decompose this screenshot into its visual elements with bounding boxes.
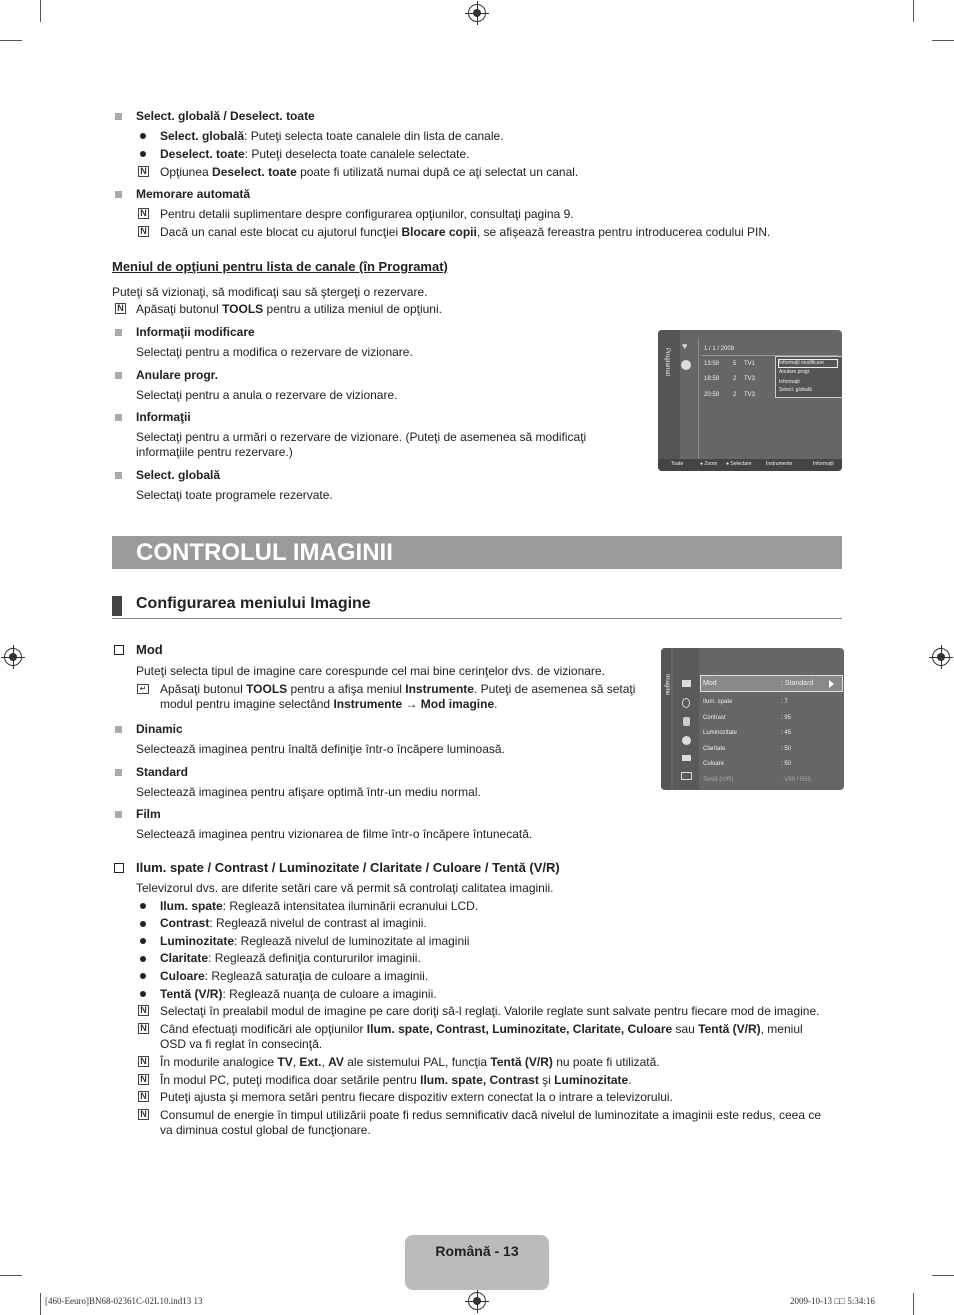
setup-gear-icon: [682, 736, 691, 745]
paragraph: Puteţi selecta tipul de imagine care corespunde cel mai bine cerinţelor dvs. de vizionare.: [136, 664, 605, 678]
tv-setting-label: Claritate: [703, 746, 726, 752]
tv-menu-item: Anulare progr.: [779, 369, 811, 375]
section-heading: Meniul de opţiuni pentru lista de canale (în Programat): [112, 259, 448, 274]
input-icon: [682, 755, 691, 761]
note-text: Opţiunea Deselect. toate poate fi utilizată numai după ce aţi selectat un canal.: [160, 165, 579, 179]
round-bullet: [140, 973, 146, 979]
item-heading: Memorare automată: [136, 187, 251, 201]
note-text: Selectaţi în prealabil modul de imagine pe care doriţi să-l reglaţi. Valorile reglate sunt salvate pentru fiecare mod de imagine.: [160, 1004, 820, 1018]
bullet-text: Ilum. spate: Reglează intensitatea iluminării ecranului LCD.: [160, 899, 479, 913]
square-bullet: [115, 372, 122, 379]
note-icon: [138, 1091, 149, 1102]
note-icon: [138, 1005, 149, 1016]
bullet-text: Deselect. toate: Puteţi deselecta toate canalele selectate.: [160, 147, 470, 161]
square-bullet: [115, 472, 122, 479]
note-text: Consumul de energie în timpul utilizării poate fi redus semnificativ dacă nivelul de luminozitate a imaginii este redus, ceea ce: [160, 1108, 822, 1122]
tv-side-label: Programat: [664, 348, 670, 377]
square-bullet: [115, 811, 122, 818]
crop-mark: [913, 0, 914, 22]
square-bullet: [115, 113, 122, 120]
round-bullet: [140, 133, 146, 139]
item-description: Selectează imaginea pentru înaltă definiţie într-o încăpere luminoasă.: [136, 742, 505, 756]
item-description: Selectaţi pentru a modifica o rezervare de vizionare.: [136, 345, 413, 359]
note-icon: [138, 1056, 149, 1067]
heart-icon: ♥: [682, 341, 688, 351]
tv-setting-value: : 50: [781, 761, 792, 767]
tv-sidebar: [661, 648, 671, 790]
tv-setting-label: Ilum. spate: [703, 699, 733, 705]
tv-setting-label: Tentă (V/R): [703, 777, 734, 783]
print-slug-left: [460-Eeuro]BN68-02361C-02L10.ind13 13: [45, 1296, 203, 1306]
crop-mark: [40, 0, 41, 22]
round-bullet: [140, 921, 146, 927]
tv-row-ch: 2: [733, 392, 737, 398]
crop-mark: [913, 1293, 914, 1315]
note-text: Când efectuaţi modificări ale opţiunilor Ilum. spate, Contrast, Luminozitate, Claritate, Culoare sau Tentă (V/R), meniul: [160, 1022, 803, 1036]
crop-mark: [0, 40, 22, 41]
round-bullet: [140, 151, 146, 157]
note-text: Dacă un canal este blocat cu ajutorul funcţiei Blocare copii, se afişează fereastra pentru introducerea codului PIN.: [160, 225, 771, 239]
tv-setting-value: : Standard: [781, 680, 814, 687]
round-bullet: [140, 991, 146, 997]
bullet-text: Tentă (V/R): Reglează nuanţa de culoare a imaginii.: [160, 987, 437, 1001]
registration-mark-icon: [468, 1292, 486, 1310]
support-icon: [681, 772, 692, 780]
note-text: va diminua costul global de funcţionare.: [160, 1123, 371, 1137]
sub-heading: Mod: [136, 642, 163, 657]
tv-bar-item: Toate: [671, 461, 684, 467]
tv-picture-menu-screenshot: [661, 648, 844, 790]
item-heading: Dinamic: [136, 722, 183, 736]
note-icon: [138, 1023, 149, 1034]
paragraph: Puteţi să vizionaţi, să modificaţi sau să ştergeţi o rezervare.: [112, 285, 428, 299]
chapter-title-bar: [112, 536, 842, 569]
square-bullet: [115, 191, 122, 198]
tv-setting-label: Contrast: [703, 715, 726, 721]
tv-setting-value: : 7: [781, 699, 788, 705]
section-marker: [112, 596, 122, 616]
note-icon: [138, 1074, 149, 1085]
item-heading: Anulare progr.: [136, 368, 219, 382]
tv-options-menu: [775, 356, 842, 398]
tv-row-time: 18:59: [704, 376, 720, 382]
item-heading: Standard: [136, 765, 189, 779]
note-text: modul pentru imagine selectând Instrumente → Mod imagine.: [160, 697, 498, 711]
tv-setting-label: Mod: [703, 680, 717, 687]
picture-icon: [682, 680, 691, 687]
registration-mark-icon: [4, 648, 22, 666]
note-icon: [138, 226, 149, 237]
tv-row-ch: 5: [733, 361, 737, 367]
tv-menu-item: Informaţii: [779, 379, 800, 385]
bullet-text: Luminozitate: Reglează nivelul de luminozitate al imaginii: [160, 934, 470, 948]
sound-icon: [682, 698, 690, 708]
section-header: [112, 594, 842, 619]
tv-bar-item: ● Selectare: [726, 461, 752, 467]
item-description: informaţiile pentru rezervare.): [136, 445, 293, 459]
arrow-right-icon: [829, 680, 834, 688]
item-heading: Informaţii modificare: [136, 325, 255, 339]
bullet-text: Contrast: Reglează nivelul de contrast al imaginii.: [160, 916, 427, 930]
tv-bar-item: ● Zoom: [700, 461, 718, 467]
tv-side-label: Imagine: [664, 674, 670, 696]
note-icon: [138, 166, 149, 177]
note-text: Apăsaţi butonul TOOLS pentru a utiliza meniul de opţiuni.: [136, 302, 442, 316]
item-description: Selectează imaginea pentru afişare optimă într-un mediu normal.: [136, 785, 481, 799]
tv-divider: [698, 338, 699, 460]
crop-mark: [932, 1275, 954, 1276]
note-icon: [138, 208, 149, 219]
tv-date: 1 / 1 / 2009: [704, 346, 735, 352]
square-bullet: [115, 769, 122, 776]
page-number: Română - 13: [435, 1243, 519, 1259]
tv-row-name: TV3: [744, 392, 756, 398]
tv-setting-value: : 95: [781, 715, 792, 721]
bullet-text: Culoare: Reglează saturaţia de culoare a imaginii.: [160, 969, 429, 983]
round-bullet: [140, 938, 146, 944]
print-slug-right: 2009-10-13 □□ 5:34:16: [790, 1296, 875, 1306]
note-text: În modul PC, puteţi modifica doar setările pentru Ilum. spate, Contrast şi Luminozitate.: [160, 1073, 632, 1087]
checkbox-bullet-icon: [114, 645, 124, 655]
tv-schedule-screenshot: [658, 330, 842, 471]
square-bullet: [115, 329, 122, 336]
note-icon: [138, 1109, 149, 1120]
bullet-text: Select. globală: Puteţi selecta toate canalele din lista de canale.: [160, 129, 504, 143]
note-text: Pentru detalii suplimentare despre configurarea opţiunilor, consultaţi pagina 9.: [160, 207, 574, 221]
tv-row-time: 20:59: [704, 392, 720, 398]
chapter-title: CONTROLUL IMAGINII: [136, 539, 393, 566]
square-bullet: [115, 726, 122, 733]
tv-bar-item: Informaţii: [813, 461, 834, 467]
checkbox-bullet-icon: [114, 863, 124, 873]
clock-icon: [681, 360, 691, 370]
item-description: Selectaţi pentru a urmări o rezervare de vizionare. (Puteţi de asemenea să modificaţi: [136, 430, 587, 444]
note-icon: [115, 303, 126, 314]
tv-row-name: TV3: [744, 376, 756, 382]
note-text: Puteţi ajusta şi memora setări pentru fiecare dispozitiv extern conectat la o intrare a televizorului.: [160, 1090, 673, 1104]
item-heading: Select. globală / Deselect. toate: [136, 109, 315, 123]
tv-bar-item: Instrumente: [766, 461, 793, 467]
tv-menu-item: Select. globală: [779, 387, 812, 393]
note-text: OSD va fi reglat în consecinţă.: [160, 1037, 323, 1051]
tv-row-ch: 2: [733, 376, 737, 382]
item-description: Selectaţi toate programele rezervate.: [136, 488, 333, 502]
channel-icon: [683, 717, 690, 726]
item-heading: Film: [136, 807, 161, 821]
tv-row-time: 13:59: [704, 361, 720, 367]
item-heading: Informaţii: [136, 410, 191, 424]
tv-setting-value: : 50: [781, 746, 792, 752]
note-text: Apăsaţi butonul TOOLS pentru a afişa meniul Instrumente. Puteţi de asemenea să setaţi: [160, 682, 636, 696]
crop-mark: [40, 1293, 41, 1315]
item-description: Selectaţi pentru a anula o rezervare de vizionare.: [136, 388, 398, 402]
round-bullet: [140, 956, 146, 962]
item-description: Selectează imaginea pentru vizionarea de filme într-o încăpere întunecată.: [136, 827, 533, 841]
tv-setting-value: : V50 / R50: [781, 777, 812, 783]
tv-menu-item: Informaţii modificare: [779, 360, 825, 366]
tools-icon: ↵: [137, 684, 149, 694]
tv-menu-highlight: [700, 675, 843, 692]
tv-setting-label: Luminozitate: [703, 730, 738, 736]
round-bullet: [140, 903, 146, 909]
tv-setting-label: Culoare: [703, 761, 725, 767]
registration-mark-icon: [932, 648, 950, 666]
note-text: În modurile analogice TV, Ext., AV ale sistemului PAL, funcţia Tentă (V/R) nu poate fi utilizată.: [160, 1055, 660, 1069]
sub-heading: Ilum. spate / Contrast / Luminozitate / Claritate / Culoare / Tentă (V/R): [136, 860, 560, 875]
bullet-text: Claritate: Reglează definiţia contururilor imaginii.: [160, 951, 421, 965]
tv-setting-value: : 45: [781, 730, 792, 736]
item-heading: Select. globală: [136, 468, 221, 482]
section-title: Configurarea meniului Imagine: [136, 595, 371, 612]
square-bullet: [115, 414, 122, 421]
crop-mark: [0, 1275, 22, 1276]
paragraph: Televizorul dvs. are diferite setări care vă permit să controlaţi calitatea imaginii.: [136, 881, 554, 895]
crop-mark: [932, 40, 954, 41]
registration-mark-icon: [468, 4, 486, 22]
tv-row-name: TV1: [744, 361, 756, 367]
page-number-tab: [405, 1235, 549, 1290]
